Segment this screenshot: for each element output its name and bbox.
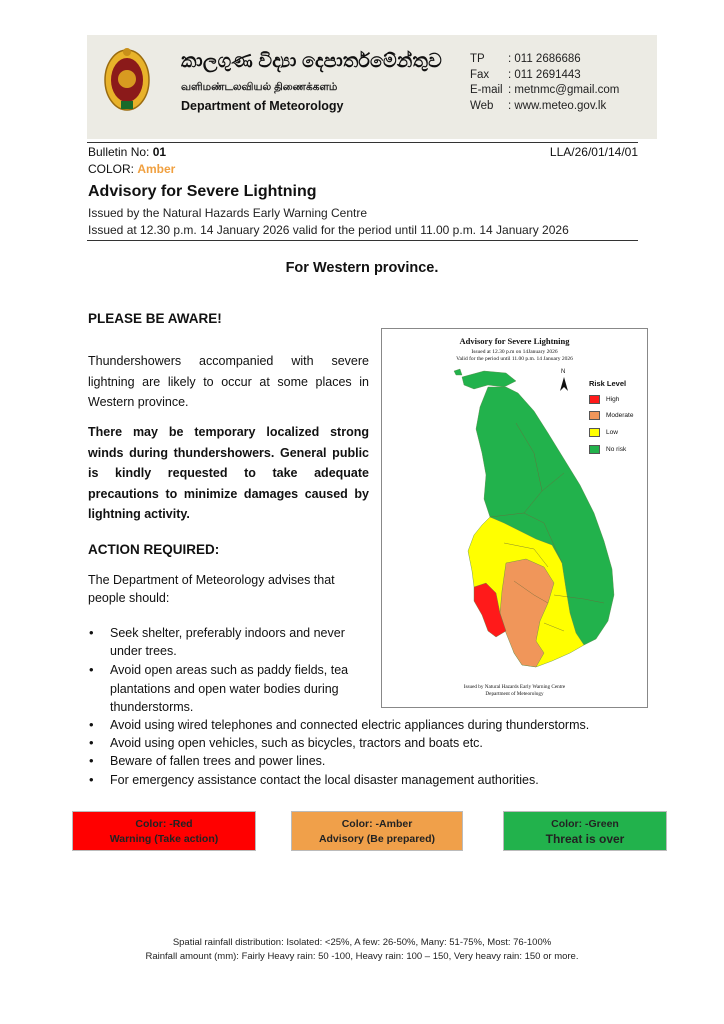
contact-label: E-mail — [470, 84, 503, 96]
department-name-sinhala: කාලගුණ විද්‍යා දෙපාර්තමේන්තුව — [181, 51, 442, 72]
department-name-english: Department of Meteorology — [181, 99, 344, 113]
map-footer-issuer: Issued by Natural Hazards Early Warning Centre — [463, 684, 566, 690]
issued-at: Issued at 12.30 p.m. 14 January 2026 valid for the period until 11.00 p.m. 14 January 2026 — [88, 223, 569, 237]
color-code-title: Color: -Red — [135, 818, 193, 830]
color-code-meaning: Warning (Take action) — [109, 833, 219, 845]
color-code-meaning: Threat is over — [545, 832, 625, 846]
advisory-title: Advisory for Severe Lightning — [88, 183, 317, 200]
aware-text: Thundershowers accompanied with severe lightning are likely to occur at some places in Western province. — [88, 354, 369, 409]
department-name-tamil: வளிமண்டலவியல் திணைக்களம் — [181, 81, 338, 93]
list-item: • For emergency assistance contact the local disaster management authorities. — [88, 771, 648, 789]
contact-email — [470, 83, 619, 99]
bulletin-color-label: COLOR: — [88, 162, 138, 176]
map-subtitle: Issued at 12.30 p.m on 14January 2026 — [471, 349, 558, 355]
contact-web — [470, 99, 619, 115]
bulletin-color-line — [88, 162, 638, 176]
color-code-meaning: Advisory (Be prepared) — [318, 833, 436, 845]
legend-label: High — [606, 395, 620, 403]
action-heading: ACTION REQUIRED: — [88, 542, 220, 557]
contact-tp — [470, 52, 619, 68]
color-code-title: Color: -Amber — [341, 818, 413, 830]
contact-label: Fax — [470, 68, 490, 81]
bulletin-number-line — [88, 145, 638, 159]
sri-lanka-risk-map — [444, 363, 627, 673]
divider — [87, 240, 638, 241]
color-code-title: Color: -Green — [551, 818, 619, 830]
contact-value: : 011 2691443 — [508, 68, 581, 81]
bulletin-number: 01 — [152, 145, 167, 159]
letterhead — [87, 35, 657, 139]
aware-heading: PLEASE BE AWARE! — [88, 311, 222, 326]
legend-label: Low — [606, 428, 618, 436]
map-region-jaffna — [462, 371, 516, 389]
color-code-red — [72, 811, 256, 851]
bulletin-color-value: Amber — [137, 162, 176, 176]
contact-list — [470, 52, 619, 114]
contact-value: : 011 2686686 — [508, 53, 581, 65]
contact-label: Web — [470, 99, 494, 112]
issued-by: Issued by the Natural Hazards Early Warning Centre — [88, 206, 368, 220]
map-validity: Valid for the period until 11.00 p.m. 14 January 2026 — [456, 356, 573, 362]
footer-spatial-distribution: Spatial rainfall distribution: Isolated: <25%, A few: 26-50%, Many: 51-75%, Most: 76-100% — [172, 937, 552, 948]
list-item: • Beware of fallen trees and power lines. — [88, 752, 648, 770]
map-title: Advisory for Severe Lightning — [459, 336, 570, 346]
list-item: • Avoid using open vehicles, such as bicycles, tractors and boats etc. — [88, 734, 648, 752]
bulletin-number-label: Bulletin No: — [88, 145, 153, 159]
map-footer-department: Department of Meteorology — [485, 691, 544, 697]
map-region-islands — [454, 369, 462, 375]
risk-map — [381, 328, 648, 708]
contact-value[interactable]: : www.meteo.gov.lk — [508, 99, 607, 112]
footer-rainfall-amount: Rainfall amount (mm): Fairly Heavy rain: 50 -100, Heavy rain: 100 – 150, Very heavy rain: 150 or more. — [145, 951, 579, 962]
north-label: N — [561, 369, 566, 375]
legend-label: No risk — [606, 445, 627, 453]
bulletin-reference: LLA/26/01/14/01 — [549, 145, 638, 159]
sri-lanka-emblem-icon — [103, 47, 151, 117]
color-code-amber — [291, 811, 463, 851]
list-item: • Avoid using wired telephones and connected electric appliances during thunderstorms. — [88, 716, 648, 734]
divider — [87, 142, 638, 143]
list-item: • Avoid open areas such as paddy fields, tea plantations and open water bodies during thunderstorms. — [88, 661, 370, 716]
contact-label: TP — [470, 53, 485, 65]
action-intro: The Department of Meteorology advises that people should: — [88, 573, 335, 605]
legend-title: Risk Level — [589, 379, 627, 388]
province-heading: For Western province. — [285, 260, 439, 276]
legend-label: Moderate — [606, 411, 634, 419]
warning-text: There may be temporary localized strong winds during thundershowers. General public is kindly requested to take adequate precautions to minimize damages caused by lightning activity. — [88, 425, 369, 521]
list-item: • Seek shelter, preferably indoors and never under trees. — [88, 624, 370, 660]
contact-fax — [470, 68, 619, 84]
color-code-green — [503, 811, 667, 851]
contact-value[interactable]: : metnmc@gmail.com — [508, 84, 620, 96]
